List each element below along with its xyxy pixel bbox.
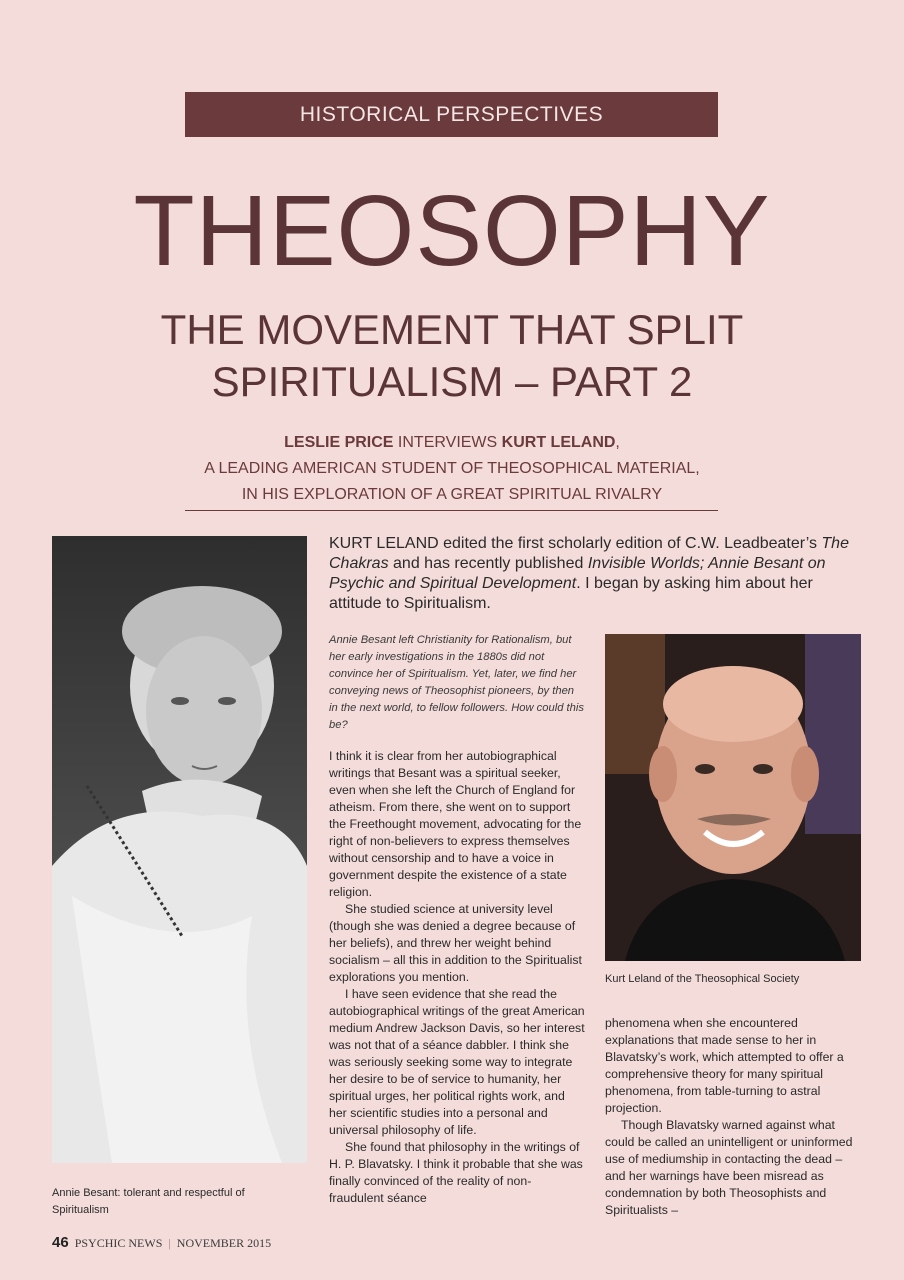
body-column-2: [605, 1015, 861, 1219]
paragraph: phenomena when she encountered explanations that made sense to her in Blavatsky’s work, which attempted to offer a comprehensive theory for many spiritual phenomena, from table-turning to astral projection.: [605, 1016, 844, 1115]
article-subtitle: [0, 304, 904, 408]
caption-leland: Kurt Leland of the Theosophical Society: [605, 973, 800, 985]
article-title: THEOSOPHY: [133, 175, 771, 287]
paragraph: She studied science at university level (though she was denied a degree because of her beliefs), and threw her weight behind socialism – all this in addition to the Spiritualist explorations you mention.: [329, 902, 582, 984]
paragraph: She found that philosophy in the writings of H. P. Blavatsky. I think it probable that she was finally convinced of the reality of non-fraudulent séance: [329, 1140, 583, 1205]
intro-text-3: . I began by asking him about her attitude to Spiritualism.: [329, 575, 813, 612]
issue-date: NOVEMBER 2015: [176, 1236, 272, 1250]
byline-verb: INTERVIEWS: [393, 434, 502, 451]
subtitle-line-1: THE MOVEMENT THAT SPLIT: [160, 306, 744, 353]
intro-book-2: Invisible Worlds; Annie Besant on Psychic and Spiritual Development: [329, 555, 826, 592]
paragraph: I think it is clear from her autobiographical writings that Besant was a spiritual seeker, even when she left the Church of England for atheism. From there, she went on to support the Freethought movement, advocating for the right of non-believers to express themselves without censorship and to have a voice in government despite the existence of a state religion.: [329, 749, 582, 899]
paragraph: Though Blavatsky warned against what could be called an unintelligent or uninformed use of mediumship in contacting the dead – and her warnings have been misread as condemnation by both Theosophists and Spiritualists –: [605, 1118, 853, 1217]
caption-besant: Annie Besant: tolerant and respectful of Spiritualism: [52, 1187, 245, 1216]
byline: [150, 430, 754, 508]
interview-question: Annie Besant left Christianity for Rationalism, but her early investigations in the 1880s did not convince her of Spiritualism. Yet, later, we find her conveying news of Theosophist pioneers, by then in the next world, to fellow followers. How could this be?: [329, 634, 584, 731]
byline-line-3: IN HIS EXPLORATION OF A GREAT SPIRITUAL RIVALRY: [241, 486, 663, 503]
annie-besant-photo: [52, 536, 307, 1163]
kurt-leland-photo: [605, 634, 861, 961]
body-column-1: [329, 748, 585, 1207]
intro-book-1: The Chakras: [329, 535, 849, 572]
intro-text-1: KURT LELAND edited the first scholarly edition of C.W. Leadbeater’s: [329, 535, 822, 552]
intro-paragraph: [329, 534, 869, 614]
page-footer: [52, 1234, 271, 1251]
intro-text-2: and has recently published: [388, 555, 588, 572]
byline-comma: ,: [615, 434, 620, 451]
page-number: 46: [52, 1234, 69, 1251]
byline-line-1: [150, 430, 754, 456]
byline-subject: KURT LELAND: [501, 434, 616, 451]
subtitle-line-2: SPIRITUALISM – PART 2: [211, 358, 693, 405]
paragraph: I have seen evidence that she read the autobiographical writings of the great American medium Andrew Jackson Davis, so her interest was not that of a séance dabbler. I think she was seriously seeking some way to integrate her desire to be of service to humanity, her spiritual urges, her political rights work, and her scientific studies into a personal and universal philosophy of life.: [329, 987, 585, 1137]
byline-divider: [185, 510, 718, 511]
byline-author: LESLIE PRICE: [284, 434, 394, 451]
section-banner: HISTORICAL PERSPECTIVES: [185, 92, 718, 137]
byline-line-2: A LEADING AMERICAN STUDENT OF THEOSOPHICAL MATERIAL,: [204, 460, 700, 477]
magazine-name: PSYCHIC NEWS: [74, 1236, 163, 1250]
footer-separator: |: [168, 1236, 171, 1250]
